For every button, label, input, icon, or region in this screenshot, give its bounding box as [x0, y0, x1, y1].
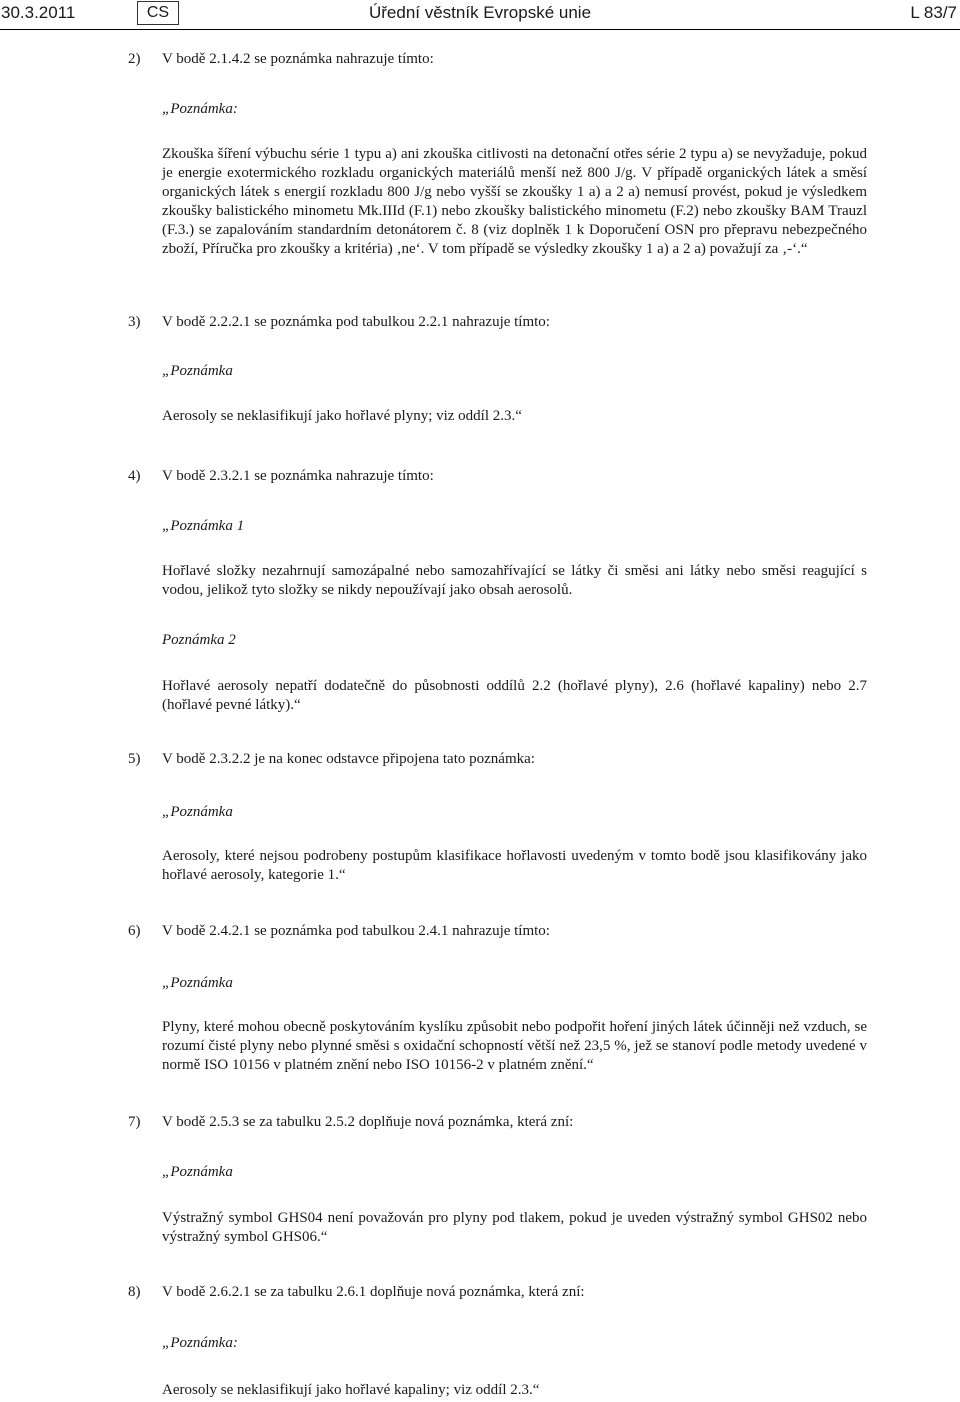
item-instruction: V bodě 2.4.2.1 se poznámka pod tabulkou 2.4.1 nahrazuje tímto:	[162, 923, 550, 939]
language-badge: CS	[137, 1, 179, 25]
note-title-2: Poznámka 2	[162, 632, 236, 648]
note-body: Aerosoly se neklasifikují jako hořlavé plyny; viz oddíl 2.3.“	[162, 408, 522, 424]
publication-date: 30.3.2011	[1, 3, 76, 22]
note-title: „Poznámka 1	[162, 518, 245, 534]
item-number: 2)	[128, 51, 141, 67]
note-title: „Poznámka	[162, 363, 233, 379]
note-title: „Poznámka	[162, 804, 233, 820]
note-body: Zkouška šíření výbuchu série 1 typu a) ani zkouška citlivosti na detonační otřes série 2 typu a) se nevyžaduje, pokud je energie exotermického rozkladu organických materiálů menší než 800 J/g. V případě organických látek a směsí organických látek s energií rozkladu 800 J/g nebo vyšší se zkoušky 1 a) a 2 a) nemusí provést, pokud je výsledkem zkoušky balistického minometu Mk.IIId (F.1) nebo zkoušky balistického minometu (F.2) nebo zkoušky BAM Trauzl (F.3.) se zapalováním standardním detonátorem č. 8 (viz doplněk 1 k Doporučení OSN pro přepravu nebezpečného zboží, Příručka pro zkoušky a kritéria) ‚ne‘. V tom případě se výsledky zkoušky 1 a) a 2 a) považují za ‚-‘.“	[162, 146, 867, 257]
note-body: Aerosoly se neklasifikují jako hořlavé kapaliny; viz oddíl 2.3.“	[162, 1382, 540, 1398]
item-number: 8)	[128, 1284, 141, 1300]
note-body: Plyny, které mohou obecně poskytováním kyslíku způsobit nebo podpořit hoření jiných látek účinněji než vzduch, se rozumí čisté plyny nebo plynné směsi s oxidační schopností větší než 23,5 %, jež se stanoví podle metody uvedené v normě ISO 10156 v platném znění nebo ISO 10156-2 v platném znění.“	[162, 1019, 867, 1073]
note-body: Hořlavé složky nezahrnují samozápalné nebo samozahřívající se látky či směsi ani látky nebo směsi reagující s vodou, jelikož tyto složky se nikdy nepoužívají jako obsah aerosolů.	[162, 563, 867, 598]
note-title: „Poznámka	[162, 1164, 233, 1180]
note-title: „Poznámka:	[162, 101, 238, 117]
item-instruction: V bodě 2.5.3 se za tabulku 2.5.2 doplňuje nová poznámka, která zní:	[162, 1114, 574, 1130]
note-body: Aerosoly, které nejsou podrobeny postupům klasifikace hořlavosti uvedeným v tomto bodě jsou klasifikovány jako hořlavé aerosoly, kategorie 1.“	[162, 848, 867, 883]
item-number: 5)	[128, 751, 141, 767]
page-header	[0, 0, 960, 26]
page-number: L 83/7	[910, 3, 957, 22]
item-number: 3)	[128, 314, 141, 330]
header-divider	[0, 29, 960, 30]
note-body: Výstražný symbol GHS04 není považován pro plyny pod tlakem, pokud je uveden výstražný symbol GHS02 nebo výstražný symbol GHS06.“	[162, 1210, 867, 1245]
item-instruction: V bodě 2.1.4.2 se poznámka nahrazuje tímto:	[162, 51, 434, 67]
note-title: „Poznámka	[162, 975, 233, 991]
journal-title: Úřední věstník Evropské unie	[368, 3, 592, 22]
item-number: 4)	[128, 468, 141, 484]
item-number: 7)	[128, 1114, 141, 1130]
item-instruction: V bodě 2.2.2.1 se poznámka pod tabulkou 2.2.1 nahrazuje tímto:	[162, 314, 550, 330]
item-instruction: V bodě 2.3.2.2 je na konec odstavce připojena tato poznámka:	[162, 751, 535, 767]
note-title: „Poznámka:	[162, 1335, 238, 1351]
item-instruction: V bodě 2.3.2.1 se poznámka nahrazuje tímto:	[162, 468, 434, 484]
item-instruction: V bodě 2.6.2.1 se za tabulku 2.6.1 doplňuje nová poznámka, která zní:	[162, 1284, 585, 1300]
item-number: 6)	[128, 923, 141, 939]
note-body-2: Hořlavé aerosoly nepatří dodatečně do působnosti oddílů 2.2 (hořlavé plyny), 2.6 (hořlavé kapaliny) nebo 2.7 (hořlavé pevné látky).“	[162, 678, 867, 713]
